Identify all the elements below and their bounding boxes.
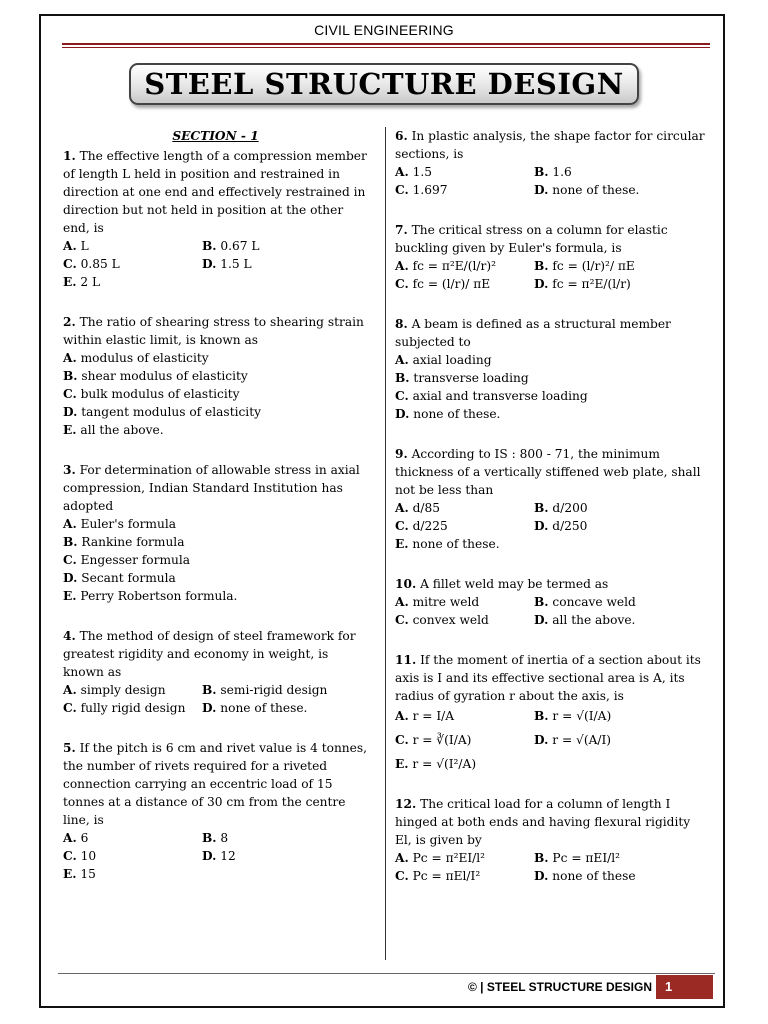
option-b: shear modulus of elasticity [81, 369, 248, 383]
option-c: fully rigid design [80, 701, 186, 715]
option-a: axial loading [412, 353, 492, 367]
option-c: 1.697 [412, 183, 448, 197]
option-b: Rankine formula [81, 535, 185, 549]
option-a: 1.5 [412, 165, 432, 179]
question-3: 3. For determination of allowable stress in axial compression, Indian Standard Institution has adopted A. Euler's formula B. Rankine formula C. Engesser formula D. Secant formula E. Perry Robertson formula. [63, 463, 360, 603]
option-c: bulk modulus of elasticity [80, 387, 240, 401]
option-a: 6 [80, 831, 89, 845]
option-d: d/250 [552, 519, 588, 533]
page-footer: © | STEEL STRUCTURE DESIGN [468, 980, 652, 994]
question-text: A fillet weld may be termed as [416, 577, 609, 591]
option-d: all the above. [552, 613, 636, 627]
option-e: 15 [80, 867, 96, 881]
option-c: r = ∛(I/A) [412, 733, 472, 747]
option-d: 12 [220, 849, 236, 863]
option-b: transverse loading [413, 371, 529, 385]
document-title: STEEL STRUCTURE DESIGN [129, 63, 639, 105]
option-a: mitre weld [412, 595, 480, 609]
option-d: none of these. [552, 183, 640, 197]
option-b: d/200 [552, 501, 588, 515]
question-text: For determination of allowable stress in axial compression, Indian Standard Institution has adopted [63, 463, 360, 513]
option-c: Engesser formula [80, 553, 191, 567]
option-e: none of these. [412, 537, 500, 551]
option-c: Pc = πEl/I² [412, 869, 481, 883]
section-heading: SECTION - 1 [172, 129, 259, 143]
question-11: 11. If the moment of inertia of a section about its axis is I and its effective sectional area is A, its radius of gyration r about the axis, is A. r = I/A B. r = √(I/A) C. r = ∛(I/A) D. r = √(A/I) E. r = √(I²/A) [395, 653, 701, 771]
option-e: 2 L [80, 275, 101, 289]
option-c: convex weld [412, 613, 489, 627]
option-b: r = √(I/A) [552, 709, 612, 723]
option-b: 8 [220, 831, 229, 845]
option-b: fc = (l/r)²/ πE [552, 259, 635, 273]
option-e: Perry Robertson formula. [80, 589, 238, 603]
option-a: Euler's formula [80, 517, 176, 531]
question-1: 1. The effective length of a compression member of length L held in position and restrained in direction at one end and effectively restrained in direction but not held in position at the other end, is A. L B. 0.67 L C. 0.85 L D. 1.5 L E. 2 L [63, 149, 367, 289]
footer-rule [58, 973, 715, 974]
option-e: r = √(I²/A) [412, 757, 477, 771]
option-b: semi-rigid design [220, 683, 328, 697]
option-c: 0.85 L [80, 257, 120, 271]
question-6: 6. In plastic analysis, the shape factor for circular sections, is A. 1.5 B. 1.6 C. 1.697 D. none of these. [395, 129, 705, 197]
page-header: CIVIL ENGINEERING [314, 22, 454, 38]
question-7: 7. The critical stress on a column for elastic buckling given by Euler's formula, is A. fc = π²E/(l/r)² B. fc = (l/r)²/ πE C. fc = (l/r)/ πE D. fc = π²E/(l/r) [395, 223, 668, 291]
column-divider [385, 127, 386, 960]
option-d: r = √(A/I) [552, 733, 612, 747]
option-c: d/225 [412, 519, 448, 533]
question-10: 10. A fillet weld may be termed as A. mitre weld B. concave weld C. convex weld D. all the above. [395, 577, 636, 627]
option-b: 1.6 [552, 165, 572, 179]
question-text: The effective length of a compression member of length L held in position and restrained in direction at one end and effectively restrained in direction but not held in position at the other end, is [63, 149, 367, 235]
option-a: r = I/A [412, 709, 455, 723]
question-4: 4. The method of design of steel framework for greatest rigidity and economy in weight, is known as A. simply design B. semi-rigid design C. fully rigid design D. none of these. [63, 629, 356, 715]
question-text: The critical load for a column of length I hinged at both ends and having flexural rigidity El, is given by [395, 797, 691, 847]
question-9: 9. According to IS : 800 - 71, the minimum thickness of a vertically stiffened web plate, shall not be less than A. d/85 B. d/200 C. d/225 D. d/250 E. none of these. [395, 447, 701, 551]
question-12: 12. The critical load for a column of length I hinged at both ends and having flexural rigidity El, is given by A. Pc = π²EI/l² B. Pc = πEI/l² C. Pc = πEl/I² D. none of these [395, 797, 691, 883]
question-2: 2. The ratio of shearing stress to shearing strain within elastic limit, is known as A. modulus of elasticity B. shear modulus of elasticity C. bulk modulus of elasticity D. tangent modulus of elasticity E. all the above. [63, 315, 364, 437]
question-text: The critical stress on a column for elastic buckling given by Euler's formula, is [395, 223, 668, 255]
option-c: 10 [80, 849, 97, 863]
option-a: L [80, 239, 89, 253]
option-d: Secant formula [81, 571, 176, 585]
option-a: fc = π²E/(l/r)² [412, 259, 496, 273]
right-column [395, 127, 710, 907]
option-d: tangent modulus of elasticity [81, 405, 261, 419]
header-rule [62, 43, 710, 45]
option-a: simply design [80, 683, 166, 697]
option-d: none of these. [413, 407, 501, 421]
option-b: Pc = πEI/l² [552, 851, 621, 865]
question-text: According to IS : 800 - 71, the minimum thickness of a vertically stiffened web plate, shall not be less than [395, 447, 701, 497]
question-text: If the pitch is 6 cm and rivet value is 4 tonnes, the number of rivets required for a riveted connection carrying an eccentric load of 15 tonnes at a distance of 30 cm from the centre line, is [63, 741, 367, 827]
question-text: In plastic analysis, the shape factor for circular sections, is [395, 129, 705, 161]
question-text: The ratio of shearing stress to shearing strain within elastic limit, is known as [63, 315, 364, 347]
option-d: none of these. [220, 701, 308, 715]
page-number: 1 [656, 975, 713, 999]
header-rule-thin [62, 47, 710, 48]
question-text: A beam is defined as a structural member subjected to [395, 317, 671, 349]
option-a: Pc = π²EI/l² [412, 851, 486, 865]
option-d: 1.5 L [220, 257, 252, 271]
option-d: fc = π²E/(l/r) [552, 277, 631, 291]
question-8: 8. A beam is defined as a structural member subjected to A. axial loading B. transverse loading C. axial and transverse loading D. none of these. [395, 317, 671, 421]
option-c: axial and transverse loading [412, 389, 588, 403]
left-column [63, 127, 368, 905]
option-a: modulus of elasticity [80, 351, 209, 365]
option-d: none of these [552, 869, 636, 883]
option-a: d/85 [412, 501, 440, 515]
question-text: If the moment of inertia of a section about its axis is I and its effective sectional area is A, its radius of gyration r about the axis, is [395, 653, 701, 703]
option-c: fc = (l/r)/ πE [412, 277, 491, 291]
option-b: concave weld [552, 595, 636, 609]
question-5: 5. If the pitch is 6 cm and rivet value is 4 tonnes, the number of rivets required for a riveted connection carrying an eccentric load of 15 tonnes at a distance of 30 cm from the centre line, is A. 6 B. 8 C. 10 D. 12 E. 15 [63, 741, 367, 881]
option-b: 0.67 L [220, 239, 260, 253]
option-e: all the above. [80, 423, 164, 437]
question-text: The method of design of steel framework for greatest rigidity and economy in weight, is known as [63, 629, 356, 679]
